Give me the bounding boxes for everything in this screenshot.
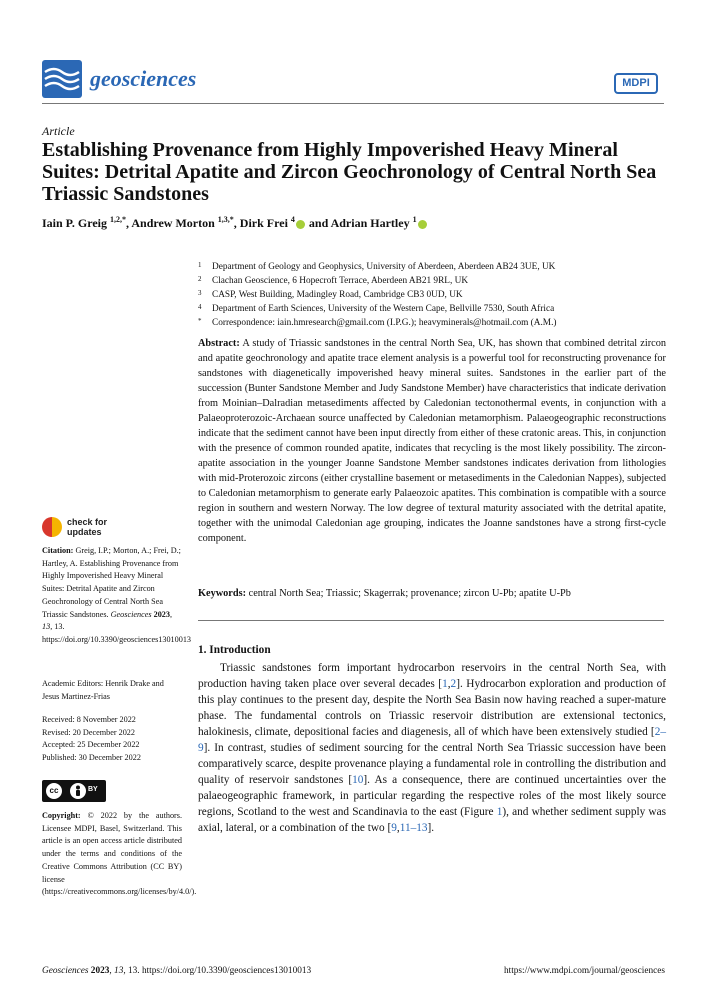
affiliation-number: 2 [198,275,202,283]
check-updates-icon [42,517,62,537]
dates-block [42,714,182,765]
affiliation-number: 1 [198,261,202,269]
header-divider [42,103,664,104]
publication-date: Accepted: 25 December 2022 [42,740,140,750]
intro-text: ]. In contrast, studies of sediment sourcing for the central North Sea Triassic succession have been comparatively scarce, despite provenance playing a fundamental role in controlling the distribution and quality of reservoir sandstones [ [198,742,666,786]
affiliation-text: Department of Geology and Geophysics, University of Aberdeen, Aberdeen AB24 3UE, UK [212,262,556,272]
footer-journal: Geosciences [42,966,89,976]
footer-doi[interactable]: , 13. https://doi.org/10.3390/geosciences13010013 [123,966,312,976]
reference-link[interactable]: 1 [496,806,503,818]
citation-text: Greig, I.P.; Morton, A.; Frei, D.; Hartley, A. Establishing Provenance from Highly Impoverished Heavy Mineral Suites: Detrital Apatite and Zircon Geochronology of Central North Sea Triassic Sandstones. [42,546,181,619]
author-name[interactable]: Iain P. Greig [42,216,111,230]
author-affiliation-marker: 1,2,* [110,215,127,224]
cc-icon: cc [46,783,62,799]
by-label: BY [88,786,98,793]
article-type-label: Article [42,124,75,138]
footer-year: 2023 [90,966,110,976]
cc-by-license-badge[interactable] [42,780,106,802]
mdpi-logo[interactable]: MDPI [614,73,658,94]
reference-link[interactable]: 1 [442,678,448,690]
affiliation-item [198,260,678,274]
keywords-label: Keywords: [198,588,247,599]
reference-link[interactable]: 2 [450,678,457,690]
orcid-icon[interactable] [418,220,427,229]
academic-editors: Academic Editors: Henrik Drake and Jesus Martinez-Frias [42,679,164,701]
check-for-updates-button[interactable] [42,515,112,541]
citation-block: Citation: Greig, I.P.; Morton, A.; Frei, D.; Hartley, A. Establishing Provenance from Highly Impoverished Heavy Mineral Suites: Detrital Apatite and Zircon Geochronology of Central North Sea Triassic Sandstones. Geosciences 2023, 13, 13. https://doi.org/10.3390/geosciences13010013 [42,546,192,644]
intro-text: Triassic sandstones form important hydrocarbon reservoirs in the central North Sea, with production having taken place over several decades [ [198,662,666,690]
section-heading: 1. Introduction [198,644,271,656]
citation-volume: 13 [42,622,51,632]
citation-journal: Geosciences [110,609,152,619]
citation-label: Citation: [42,546,74,555]
affiliations [198,260,678,330]
footer-volume: 13 [114,966,124,976]
affiliation-text: Department of Earth Sciences, University of the Western Cape, Bellville 7530, South Africa [212,304,555,314]
affiliation-number: 3 [198,289,202,297]
publication-date: Received: 8 November 2022 [42,715,136,724]
citation-year: 2023 [153,609,170,619]
author-list: Iain P. Greig $^{1,2,*}$, Andrew Morton $^{1,3,*}$, Dirk Frei $^4$ and Adrian Hartley $^1$ [42,215,428,231]
author-name[interactable]: Dirk Frei [239,216,291,230]
affiliation-item [198,316,678,330]
affiliation-text: Clachan Geoscience, 6 Hopecroft Terrace, Aberdeen AB21 9RL, UK [212,276,469,286]
footer-citation: Geosciences 2023, 13, 13. https://doi.org/10.3390/geosciences13010013 [42,966,312,976]
affiliation-item [198,288,678,302]
author-name[interactable]: Andrew Morton [131,216,218,230]
check-updates-line1: check for [67,517,108,527]
citation-doi[interactable]: , 13. https://doi.org/10.3390/geosciences13010013 [42,622,192,644]
keywords [198,586,666,601]
footer-journal-url[interactable]: https://www.mdpi.com/journal/geosciences [503,966,665,976]
affiliation-item [198,302,678,316]
intro-paragraph [198,660,666,836]
reference-link[interactable]: 11–13 [399,822,428,834]
intro-text: ]. Hydrocarbon exploration and production of this play continues to the present day, despite the North Sea Basin now having reached a super-mature phase. The fundamental controls on Triassic reservoir distribution are extensional tectonics, halokinesis, climate, depositional facies and diagenesis, all of which have been extensively studied [ [198,678,667,738]
intro-text: , [447,678,451,690]
journal-logo-icon [42,60,82,98]
journal-name[interactable]: geosciences [90,66,197,91]
check-updates-line2: updates [67,527,102,537]
copyright-text: © 2022 by the authors. Licensee MDPI, Basel, Switzerland. This article is an open access article distributed under the terms and conditions of the Creative Commons Attribution (CC BY) license (https://creativecommons.org/licenses/by/4.0/). [42,811,197,897]
intro-text: ]. As a consequence, there are continued uncertainties over the palaeogeographic framework, in particular regarding the respective roles of the most likely source regions, Scotland to the west and Scandinavia to the east (Figure [198,774,666,818]
copyright-block [42,810,197,899]
abstract [198,336,666,546]
abstract-divider [198,620,664,621]
intro-text: ]. [427,822,435,834]
affiliation-item [198,274,678,288]
keywords-text: central North Sea; Triassic; Skagerrak; provenance; zircon U-Pb; apatite U-Pb [248,588,571,599]
intro-text: , [396,822,400,834]
article-title: Establishing Provenance from Highly Impoverished Heavy Mineral Suites: Detrital Apatite and Zircon Geochronology of Central North Sea Triassic Sandstones [42,139,657,205]
intro-text: ), and whether sediment supply was axial, lateral, or a combination of the two [ [198,806,666,834]
author-name[interactable]: Adrian Hartley [330,216,413,230]
orcid-icon[interactable] [296,220,305,229]
publication-date: Published: 30 December 2022 [42,753,141,763]
publication-date: Revised: 20 December 2022 [42,727,135,737]
reference-link[interactable]: 2–9 [198,726,666,754]
abstract-label: Abstract: [198,338,240,349]
copyright-label: Copyright: [42,811,81,820]
affiliation-text: Correspondence: iain.hmresearch@gmail.com (I.P.G.); heavyminerals@hotmail.com (A.M.) [212,318,557,328]
affiliation-number: * [198,317,202,325]
affiliation-number: 4 [198,303,202,311]
affiliation-text: CASP, West Building, Madingley Road, Cambridge CB3 0UD, UK [212,290,463,300]
author-affiliation-marker: 1 [412,215,417,224]
abstract-text: A study of Triassic sandstones in the central North Sea, UK, has shown that combined detrital zircon and apatite geochronology and apatite trace element analysis is a powerful tool for reconstructing provenance for sandstones with diagenetically impoverished heavy mineral suites. Sandstones in the earlier part of the succession (Bunter Sandstone Member and Judy Sandstone Member) have characteristics that indicate derivation from Moinian–Dalradian metasediments affected by Caledonian tectonothermal events, in conjunction with a Palaeoproterozoic-Archaean source unaffected by Caledonian metamorphism. Palaeogeographic reconstructions indicate that the sediment cannot have been input directly from either of these cratonic areas. This, in conjunction with the presence of common rounded apatite, indicates that recycling is the most likely possibility. The zircon-apatite association in the younger Joanne Sandstone Member sandstones indicates derivation from lithologies with mid-Proterozoic zircons (either crystalline basement or metasediments in the Caledonian Nappes), subjected to Caledonian metamorphism to generate early Palaeozoic apatites. This combination is compatible with a source region in southern and western Norway. The low degree of textural maturity associated with the detrital apatite, together with the unimodal Caledonian age grouping, indicates the Joanne sandstones have a strong first-cycle component. [198,338,666,544]
author-affiliation-marker: 1,3,* [217,215,234,224]
reference-link[interactable]: 9 [391,822,397,834]
reference-link[interactable]: 10 [352,774,364,786]
by-person-icon [70,783,86,799]
author-affiliation-marker: 4 [290,215,295,224]
